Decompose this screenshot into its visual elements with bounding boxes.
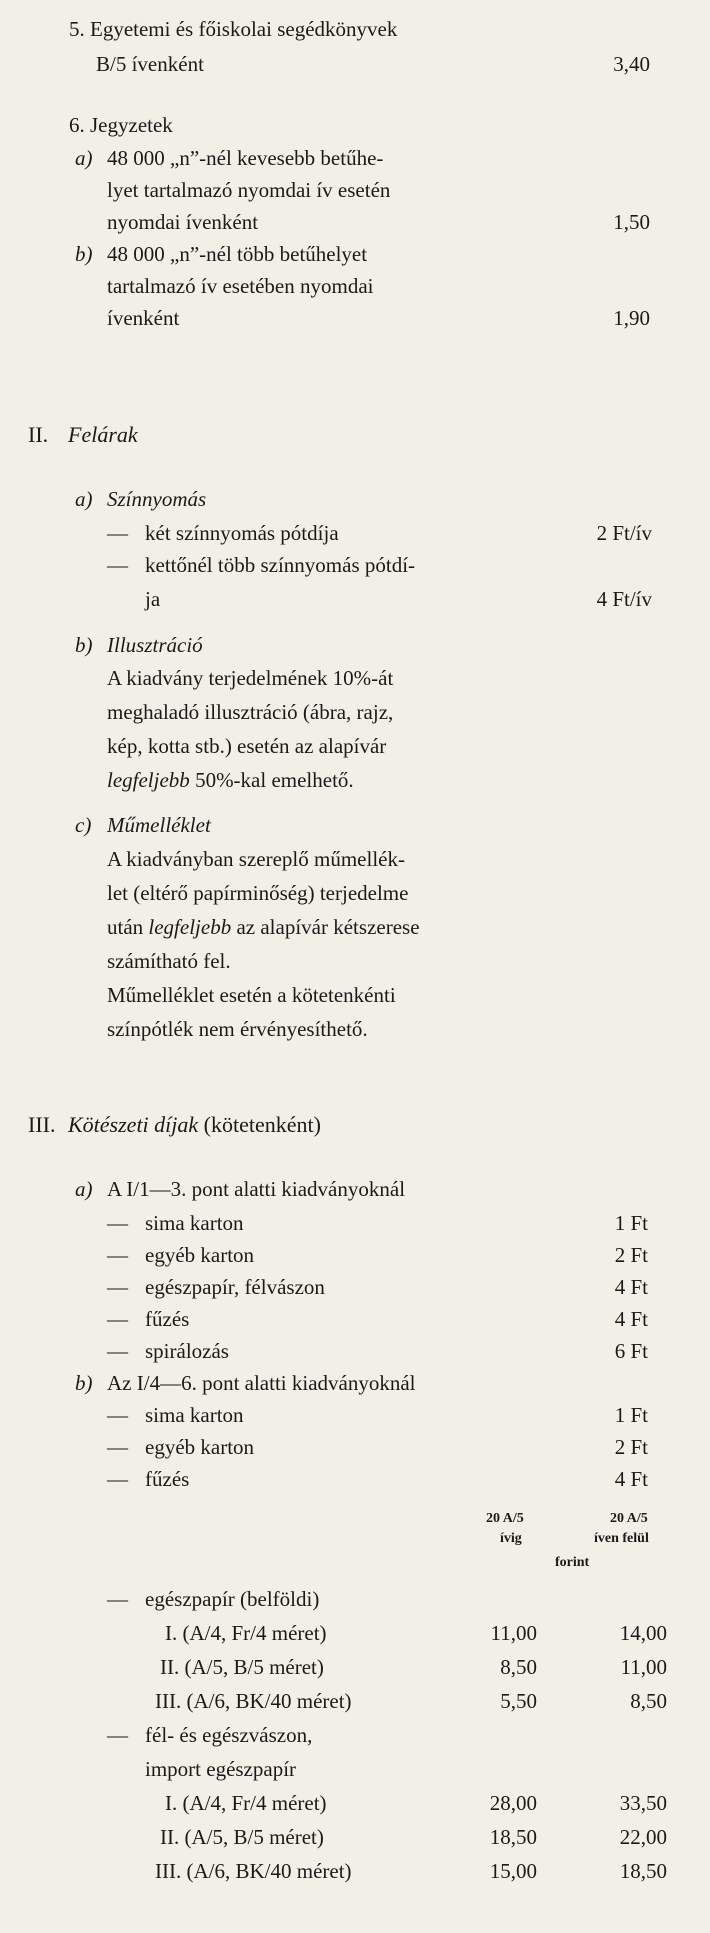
III-a-dash-1: — [107, 1211, 128, 1235]
II-a-letter: a) [75, 487, 93, 511]
item-6b-letter: b) [75, 242, 93, 266]
table-g1-row3-label: III. (A/6, BK/40 méret) [155, 1689, 352, 1713]
II-b-title: Illusztráció [107, 633, 203, 657]
table-group2-label-cont: import egészpapír [145, 1757, 297, 1781]
II-b-line3: kép, kotta stb.) esetén az alapívár [107, 734, 387, 758]
section-III-number: III. [28, 1112, 56, 1137]
II-b-line4 [107, 765, 354, 795]
III-b-item-2: egyéb karton [145, 1435, 255, 1459]
III-a-item-3: egészpapír, félvászon [145, 1275, 325, 1299]
table-g2-row2-v2: 22,00 [619, 1825, 667, 1849]
section-III-title-rest: (kötetenként) [198, 1112, 321, 1137]
III-b-dash-3: — [107, 1467, 128, 1491]
III-b-dash-2: — [107, 1435, 128, 1459]
II-c-line3-emphasis: legfeljebb [148, 915, 232, 939]
item-6a-line2: lyet tartalmazó nyomdai ív esetén [107, 178, 391, 202]
table-group1-label: egészpapír (belföldi) [145, 1587, 320, 1611]
II-a-title: Színnyomás [107, 487, 207, 511]
III-b-item-1-price: 1 Ft [614, 1403, 648, 1427]
table-col2-header-l2: íven felül [594, 1531, 649, 1546]
II-c-line3-pre: után [107, 915, 149, 939]
III-b-item-2-price: 2 Ft [614, 1435, 648, 1459]
table-g2-row3-label: III. (A/6, BK/40 méret) [155, 1859, 352, 1883]
item-6-title: 6. Jegyzetek [69, 113, 173, 137]
III-a-dash-4: — [107, 1307, 128, 1331]
II-c-line3-rest: az alapívár kétszerese [231, 915, 420, 939]
II-c-line3 [107, 912, 420, 942]
table-g1-row2-v2: 11,00 [620, 1655, 667, 1679]
III-b-item-3: fűzés [145, 1467, 190, 1491]
item-6b-line2: tartalmazó ív esetében nyomdai [107, 274, 374, 298]
section-III-title [68, 1110, 321, 1140]
II-b-line1: A kiadvány terjedelmének 10%-át [107, 666, 394, 690]
III-b-item-1: sima karton [145, 1403, 244, 1427]
II-b-line4-emphasis: legfeljebb [107, 768, 190, 792]
III-a-item-1-price: 1 Ft [614, 1211, 648, 1235]
III-b-dash-1: — [107, 1403, 128, 1427]
II-c-line6: színpótlék nem érvényesíthető. [107, 1017, 368, 1041]
table-group1-dash: — [107, 1587, 128, 1611]
II-a-item-2: kettőnél több színnyomás pótdí- [145, 553, 416, 577]
item-6b-line3: ívenként [107, 306, 180, 330]
III-a-title: A I/1—3. pont alatti kiadványoknál [107, 1177, 406, 1201]
II-c-line5: Műmelléklet esetén a kötetenkénti [107, 983, 396, 1007]
table-group2-label: fél- és egészvászon, [145, 1723, 313, 1747]
III-a-item-5-price: 6 Ft [614, 1339, 648, 1363]
item-5-line1: 5. Egyetemi és főiskolai segédkönyvek [69, 17, 398, 41]
table-g1-row2-label: II. (A/5, B/5 méret) [160, 1655, 324, 1679]
II-c-line1: A kiadványban szereplő műmellék- [107, 847, 405, 871]
II-b-line2: meghaladó illusztráció (ábra, rajz, [107, 700, 394, 724]
table-g1-row1-label: I. (A/4, Fr/4 méret) [165, 1621, 327, 1645]
table-g1-row3-v2: 8,50 [630, 1689, 667, 1713]
section-III-title-italic: Kötészeti díjak [68, 1112, 199, 1137]
table-g2-row1-label: I. (A/4, Fr/4 méret) [165, 1791, 327, 1815]
II-a-item-2-price: 4 Ft/ív [596, 587, 652, 611]
table-g2-row3-v1: 15,00 [489, 1859, 537, 1883]
table-g1-row1-v1: 11,00 [490, 1621, 537, 1645]
section-II-title: Felárak [68, 422, 138, 447]
II-b-line4-rest: 50%-kal emelhető. [189, 768, 354, 792]
III-a-letter: a) [75, 1177, 93, 1201]
III-b-item-3-price: 4 Ft [614, 1467, 648, 1491]
table-g1-row1-v2: 14,00 [619, 1621, 667, 1645]
II-c-line2: let (eltérő papírminőség) terjedelme [107, 881, 409, 905]
II-a-item-2-cont: ja [145, 587, 161, 611]
II-a-dash-2: — [107, 553, 128, 577]
table-col2-header-l1: 20 A/5 [610, 1511, 648, 1526]
III-b-title: Az I/4—6. pont alatti kiadványoknál [107, 1371, 416, 1395]
section-II-number: II. [28, 422, 49, 447]
III-a-item-1: sima karton [145, 1211, 244, 1235]
table-g2-row3-v2: 18,50 [619, 1859, 667, 1883]
III-b-letter: b) [75, 1371, 93, 1395]
III-a-item-4: fűzés [145, 1307, 190, 1331]
III-a-item-3-price: 4 Ft [614, 1275, 648, 1299]
table-g2-row2-label: II. (A/5, B/5 méret) [160, 1825, 324, 1849]
item-6a-letter: a) [75, 146, 93, 170]
III-a-dash-3: — [107, 1275, 128, 1299]
item-6b-price: 1,90 [613, 306, 650, 330]
table-g1-row3-v1: 5,50 [500, 1689, 537, 1713]
item-6a-line1: 48 000 „n”-nél kevesebb betűhe- [107, 146, 384, 170]
table-g2-row1-v2: 33,50 [619, 1791, 667, 1815]
table-g1-row2-v1: 8,50 [500, 1655, 537, 1679]
table-g2-row1-v1: 28,00 [489, 1791, 537, 1815]
III-a-item-4-price: 4 Ft [614, 1307, 648, 1331]
II-c-line4: számítható fel. [107, 949, 231, 973]
table-col1-header-l2: ívig [500, 1531, 522, 1546]
III-a-item-5: spirálozás [145, 1339, 229, 1363]
II-a-item-1-price: 2 Ft/ív [596, 521, 652, 545]
table-unit-label: forint [555, 1555, 590, 1570]
item-6a-line3: nyomdai ívenként [107, 210, 259, 234]
II-c-title: Műmelléklet [107, 813, 211, 837]
III-a-dash-2: — [107, 1243, 128, 1267]
II-a-dash-1: — [107, 521, 128, 545]
table-g2-row2-v1: 18,50 [489, 1825, 537, 1849]
III-a-dash-5: — [107, 1339, 128, 1363]
item-6a-price: 1,50 [613, 210, 650, 234]
II-b-letter: b) [75, 633, 93, 657]
II-c-letter: c) [75, 813, 92, 837]
item-6b-line1: 48 000 „n”-nél több betűhelyet [107, 242, 368, 266]
table-col1-header-l1: 20 A/5 [486, 1511, 524, 1526]
II-a-item-1: két színnyomás pótdíja [145, 521, 339, 545]
item-5-line2: B/5 ívenként [96, 52, 204, 76]
table-group2-dash: — [107, 1723, 128, 1747]
item-5-price: 3,40 [613, 52, 650, 76]
III-a-item-2-price: 2 Ft [614, 1243, 648, 1267]
III-a-item-2: egyéb karton [145, 1243, 255, 1267]
